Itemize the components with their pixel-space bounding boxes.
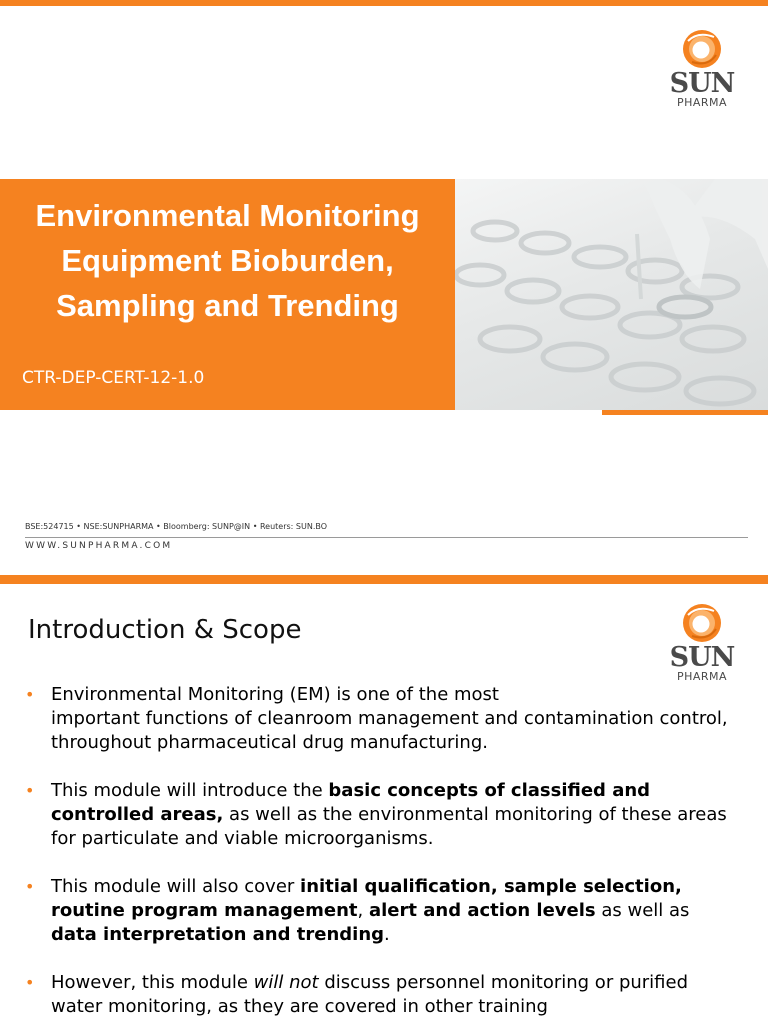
bullet-list <box>25 683 740 1024</box>
bullet-item <box>25 779 740 851</box>
sun-pharma-logo <box>662 27 742 119</box>
intro-slide <box>0 575 768 1024</box>
top-accent-bar <box>0 575 768 584</box>
title-line-3: Sampling and Trending <box>56 288 399 323</box>
test-tubes-image <box>455 179 768 410</box>
title-banner <box>0 179 455 410</box>
title-line-1: Environmental Monitoring <box>35 198 420 233</box>
bullet-text: This module will introduce the <box>51 780 329 801</box>
bullet-text: , <box>357 900 369 921</box>
bullet-item <box>25 683 740 755</box>
bullet-text: as well as <box>595 900 690 921</box>
bullet-text: Environmental Monitoring (EM) is one of the most <box>51 684 499 705</box>
top-accent-bar <box>0 0 768 6</box>
bullet-item <box>25 971 740 1019</box>
bullet-text: initial qualification, sample selection, routine program management <box>51 876 682 921</box>
bullet-text: However, this module <box>51 972 254 993</box>
bullet-dot: • <box>25 973 35 992</box>
bullet-dot: • <box>25 685 35 704</box>
bullet-text: data interpretation and trending <box>51 924 385 945</box>
logo-wordmark: SUN <box>669 642 735 673</box>
website-url: WWW.SUNPHARMA.COM <box>25 541 173 551</box>
course-code: CTR-DEP-CERT-12-1.0 <box>22 368 205 388</box>
bullet-text: discuss personnel monitoring or purified water monitoring, as they are covered in other training <box>51 972 689 1017</box>
bullet-text: as well as the environmental monitoring of these areas for particulate and viable microorganisms. <box>51 804 727 849</box>
sun-pharma-logo <box>662 601 742 693</box>
slide-heading: Introduction & Scope <box>28 615 302 645</box>
photo-accent-bar <box>602 410 768 415</box>
stock-tickers: BSE:524715 • NSE:SUNPHARMA • Bloomberg: SUNP@IN • Reuters: SUN.BO <box>25 522 327 531</box>
bullet-text: . <box>384 924 390 945</box>
sun-swirl-icon <box>680 27 724 71</box>
bullet-text: important functions of cleanroom management and contamination control, throughout pharmaceutical drug manufacturing. <box>51 708 728 753</box>
bullet-dot: • <box>25 781 35 800</box>
bullet-dot: • <box>25 877 35 896</box>
footer-divider <box>25 537 748 538</box>
logo-subword: PHARMA <box>676 96 728 109</box>
bullet-item <box>25 875 740 947</box>
bullet-text: alert and action levels <box>368 900 596 921</box>
bullet-text: This module will also cover <box>51 876 301 897</box>
slide-title <box>0 193 455 328</box>
bullet-text: will not <box>253 972 319 993</box>
logo-wordmark: SUN <box>669 68 735 99</box>
logo-subword: PHARMA <box>676 670 728 683</box>
sun-swirl-icon <box>680 601 724 645</box>
bullet-text: basic concepts of classified and controlled areas, <box>51 780 651 825</box>
test-tubes-photo <box>455 179 768 410</box>
title-line-2: Equipment Bioburden, <box>61 243 394 278</box>
